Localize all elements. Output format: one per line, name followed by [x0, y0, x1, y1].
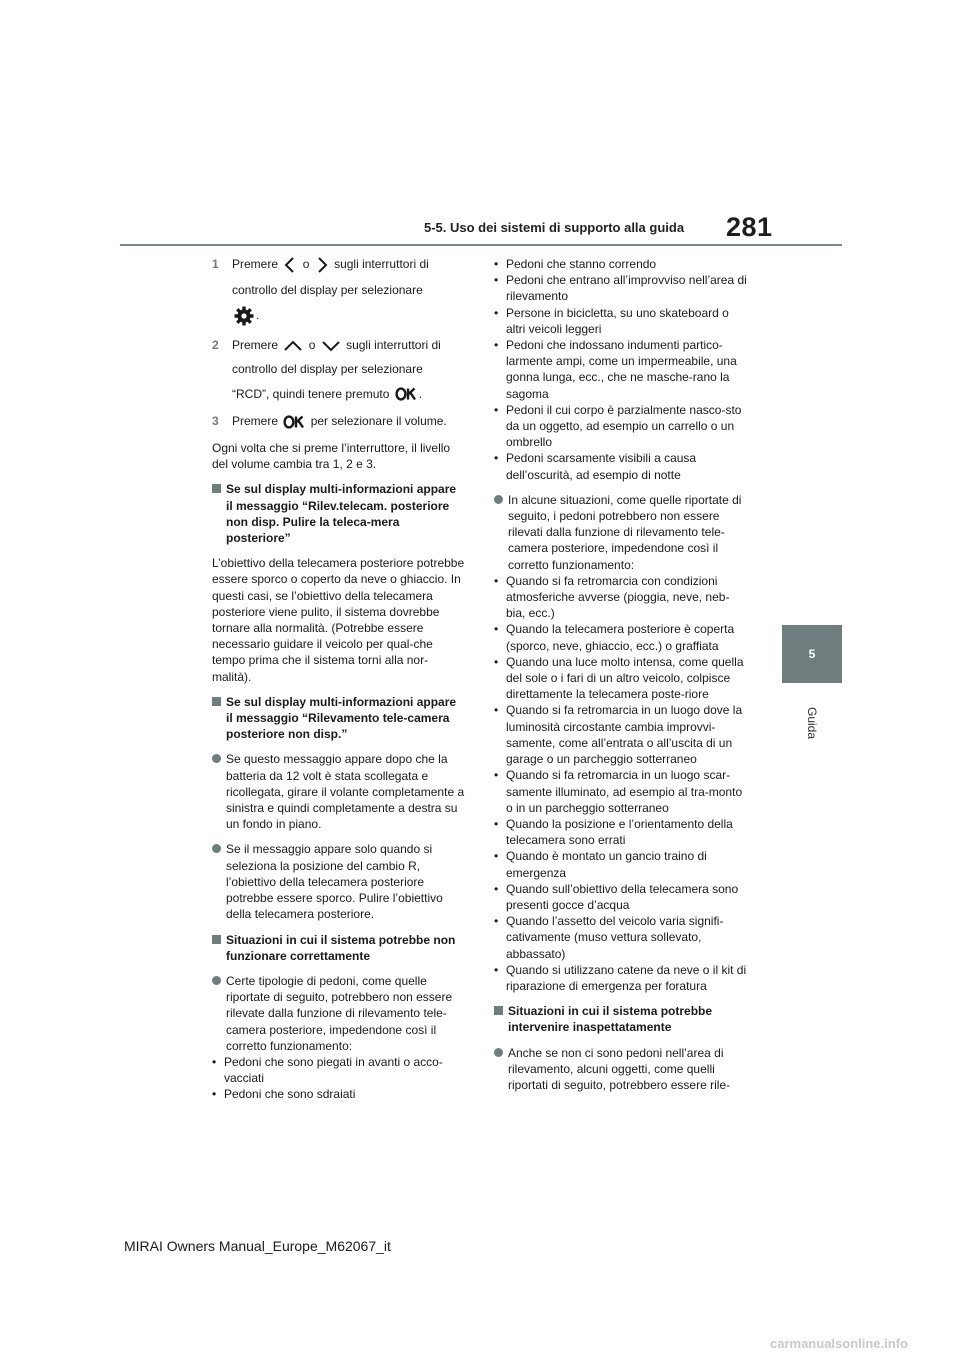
chapter-label-text: Guida — [805, 706, 819, 740]
circle-bullet-icon — [212, 754, 221, 763]
step-text: controllo del display per selezionare — [232, 362, 423, 377]
list-item: • Pedoni che entrano all’improvviso nell’area di rilevamento — [494, 273, 747, 304]
note-text: Se questo messaggio appare dopo che la batteria da 12 volt è stata scollegata e ricollegata, girare il volante completamente a sinistra e quindi completamente a destra su un fondo in piano. — [226, 752, 465, 832]
list-item: • Pedoni il cui corpo è parzialmente nasco-sto da un oggetto, ad esempio un carrello o un ombrello — [494, 402, 742, 450]
list-item: • Quando si fa retromarcia in un luogo scar-samente illuminato, ad esempio al tra-monto o in un parcheggio sotterraneo — [494, 768, 743, 815]
step-number: 1 — [212, 257, 219, 271]
heading-text: Situazioni in cui il sistema potrebbe intervenire inaspettatamente — [508, 1004, 713, 1035]
list-item: • Pedoni scarsamente visibili a causa dell’oscurità, ad esempio di notte — [494, 451, 697, 482]
right-column — [494, 256, 748, 1102]
step-1 — [212, 256, 466, 326]
circle-bullet-icon — [494, 495, 503, 504]
note-item — [494, 492, 748, 573]
list-item: • Persone in bicicletta, su uno skateboard o altri veicoli leggeri — [494, 305, 729, 336]
watermark: carmanualsonline.info — [770, 1336, 908, 1351]
list-item: • Quando è montato un gancio traino di emergenza — [494, 849, 707, 880]
list-item: • Quando l’assetto del veicolo varia signifi-cativamente (muso vettura sollevato, abbassato) — [494, 914, 724, 961]
list-item: • Quando una luce molto intensa, come quella del sole o i fari di un altro veicolo, colpisce direttamente la telecamera poste-riore — [494, 654, 744, 702]
left-column — [212, 256, 466, 1103]
manual-footer: MIRAI Owners Manual_Europe_M62067_it — [124, 1238, 391, 1254]
step-text: Premere — [232, 257, 279, 272]
note-text: Certe tipologie di pedoni, come quelle riportate di seguito, potrebbero non essere rilevate dalla funzione di rilevamento tele-camera posteriore, impedendone così il corretto funzionamento: — [226, 973, 453, 1053]
list-item: • Pedoni che indossano indumenti partico-larmente ampi, come un impermeabile, una gonna lunga, ecc., che ne masche-rano la sagoma — [494, 338, 737, 401]
list-item: • Quando la telecamera posteriore è coperta (sporco, neve, ghiaccio, ecc.) o graffiata — [494, 622, 735, 653]
step-3 — [212, 413, 466, 429]
list-item: • Pedoni che sono sdraiati — [212, 1087, 356, 1102]
step-number: 3 — [212, 413, 219, 428]
section-heading — [212, 932, 466, 964]
step-text: . — [256, 308, 260, 323]
heading-text: Se sul display multi-informazioni appare il messaggio “Rilevamento tele-camera posteriore non disp.” — [226, 694, 457, 742]
chapter-tab-number: 5 — [808, 647, 816, 661]
step-text: controllo del display per selezionare — [232, 283, 423, 297]
pedestrian-list — [494, 256, 748, 483]
square-bullet-icon — [494, 1006, 503, 1015]
step-text: sugli interruttori di — [334, 257, 429, 272]
chevron-left-icon — [283, 256, 297, 274]
section-heading — [494, 1003, 748, 1035]
step-text: . — [418, 386, 423, 401]
section-title: 5-5. Uso dei sistemi di supporto alla guida — [424, 220, 685, 235]
circle-bullet-icon — [494, 1048, 503, 1057]
list-item: • Pedoni che sono piegati in avanti o acco-vacciati — [212, 1054, 443, 1086]
note-text: Se il messaggio appare solo quando si seleziona la posizione del cambio R, l’obiettivo della telecamera posteriore potrebbe essere sporco. Pulire l’obiettivo della telecamera posteriore. — [226, 842, 443, 922]
square-bullet-icon — [212, 935, 221, 944]
page-number: 281 — [726, 212, 773, 242]
body-paragraph: L’obiettivo della telecamera posteriore potrebbe essere sporco o coperto da neve o ghiaccio. In questi casi, se l’obiettivo della telecamera posteriore viene pulito, il sistema dovrebbe tornare alla normalità. (Potrebbe essere necessario guidare il veicolo per qual-che tempo prima che il sistema torni alla nor-malità). — [212, 556, 465, 684]
step-2 — [212, 337, 466, 402]
note-text: In alcune situazioni, come quelle riportate di seguito, i pedoni potrebbero non essere rilevati dalla funzione di rilevamento tele-camera posteriore, impedendone così il corretto funzionamento: — [508, 492, 742, 572]
step-text: o — [302, 257, 310, 272]
list-item: • Pedoni che stanno correndo — [494, 257, 657, 271]
volume-note: Ogni volta che si preme l’interruttore, il livello del volume cambia tra 1, 2 e 3. — [212, 441, 451, 472]
step-text: sugli interruttori di — [346, 338, 441, 353]
step-text: Premere — [232, 338, 279, 353]
note-item — [212, 973, 466, 1054]
note-item — [212, 751, 466, 832]
ok-icon — [395, 387, 417, 401]
list-item: • Quando sull’obiettivo della telecamera sono presenti gocce d’acqua — [494, 881, 739, 912]
circle-bullet-icon — [212, 976, 221, 985]
note-text: Anche se non ci sono pedoni nell’area di rilevamento, alcuni oggetti, come quelli riportati di seguito, potrebbero essere rile- — [508, 1045, 731, 1092]
gear-icon — [234, 306, 254, 326]
heading-text: Situazioni in cui il sistema potrebbe non funzionare correttamente — [226, 932, 456, 963]
list-item: • Quando si fa retromarcia in un luogo dove la luminosità circostante cambia improvvi-samente, come all’entrata o all’uscita di un garage o un parcheggio sotterraneo — [494, 703, 743, 767]
pedestrian-list — [212, 1054, 466, 1103]
step-number: 2 — [212, 338, 219, 353]
chevron-down-icon — [321, 339, 341, 353]
header-rule — [120, 244, 842, 246]
chevron-up-icon — [283, 339, 303, 353]
condition-list — [494, 573, 748, 994]
chapter-label — [788, 698, 836, 748]
square-bullet-icon — [212, 697, 221, 706]
note-item — [494, 1045, 748, 1094]
heading-text: Se sul display multi-informazioni appare il messaggio “Rilev.telecam. posteriore non disp. Pulire la teleca-mera posteriore” — [226, 482, 457, 546]
step-text: “RCD”, quindi tenere premuto — [232, 386, 390, 401]
step-text: per selezionare il volume. — [310, 413, 447, 428]
chapter-tab[interactable] — [782, 625, 842, 683]
square-bullet-icon — [212, 484, 221, 493]
section-heading — [212, 694, 466, 743]
ok-icon — [283, 415, 305, 429]
note-item — [212, 841, 466, 922]
step-text: o — [308, 338, 316, 353]
list-item: • Quando la posizione e l’orientamento della telecamera sono errati — [494, 816, 733, 848]
step-text: Premere — [232, 413, 279, 428]
list-item: • Quando si fa retromarcia con condizioni atmosferiche avverse (pioggia, neve, neb-bia, ecc.) — [494, 573, 730, 621]
chevron-right-icon — [315, 256, 329, 274]
circle-bullet-icon — [212, 844, 221, 853]
section-heading — [212, 481, 466, 546]
list-item: • Quando si utilizzano catene da neve o il kit di riparazione di emergenza per foratura — [494, 962, 747, 993]
